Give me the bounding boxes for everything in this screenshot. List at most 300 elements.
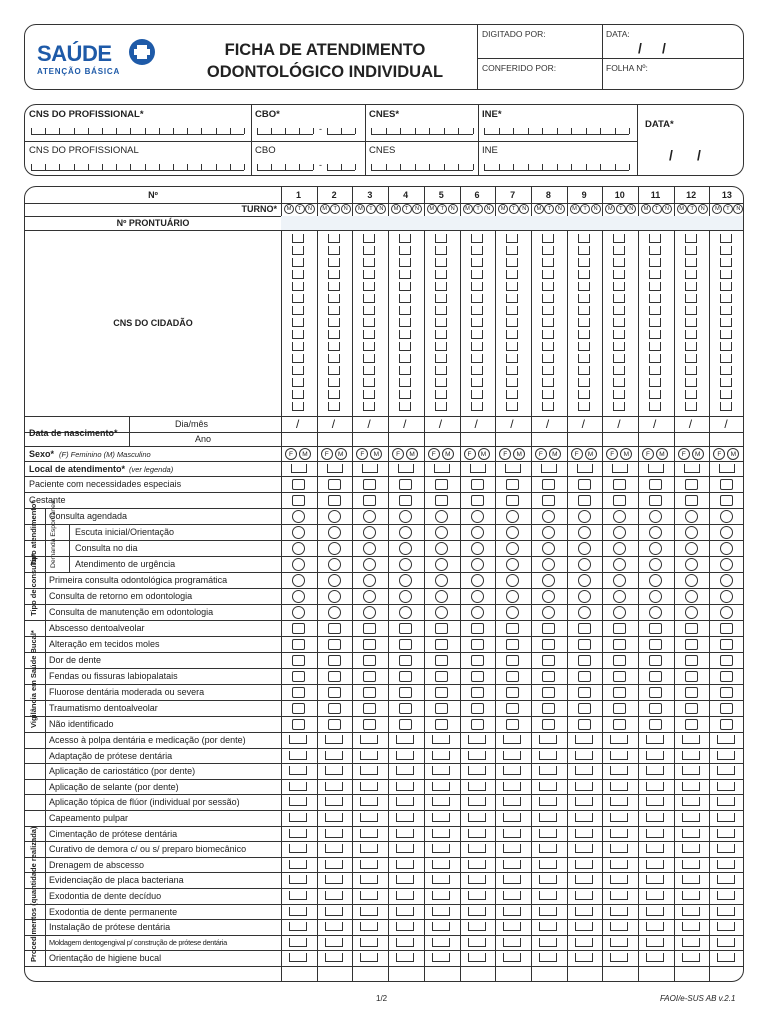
local-input[interactable] xyxy=(362,464,378,473)
demanda-radio[interactable] xyxy=(435,558,448,571)
cns-cidadao-digit[interactable] xyxy=(363,366,375,375)
procedimento-quantity[interactable] xyxy=(468,829,486,838)
cns-cidadao-digit[interactable] xyxy=(328,246,340,255)
procedimento-quantity[interactable] xyxy=(610,907,628,916)
procedimento-quantity[interactable] xyxy=(432,829,450,838)
demanda-radio[interactable] xyxy=(613,526,626,539)
sexo-option[interactable]: F xyxy=(285,448,297,460)
procedimento-quantity[interactable] xyxy=(360,907,378,916)
turno-option[interactable]: T xyxy=(366,204,376,214)
cns-cidadao-digit[interactable] xyxy=(292,306,304,315)
vigilancia-checkbox[interactable] xyxy=(613,703,626,714)
vigilancia-checkbox[interactable] xyxy=(542,655,555,666)
cns-cidadao-digit[interactable] xyxy=(578,354,590,363)
procedimento-quantity[interactable] xyxy=(646,844,664,853)
cns-cidadao-digit[interactable] xyxy=(578,246,590,255)
dia-mes-input[interactable]: / xyxy=(474,417,478,431)
procedimento-quantity[interactable] xyxy=(396,875,414,884)
turno-option[interactable]: N xyxy=(305,204,315,214)
vigilancia-checkbox[interactable] xyxy=(649,639,662,650)
demanda-radio[interactable] xyxy=(471,542,484,555)
cns-cidadao-digit[interactable] xyxy=(542,402,554,411)
vigilancia-checkbox[interactable] xyxy=(471,623,484,634)
cns-cidadao-digit[interactable] xyxy=(435,378,447,387)
procedimento-quantity[interactable] xyxy=(610,891,628,900)
cns-cidadao-digit[interactable] xyxy=(328,366,340,375)
demanda-radio[interactable] xyxy=(435,542,448,555)
procedimento-quantity[interactable] xyxy=(468,782,486,791)
cns-cidadao-digit[interactable] xyxy=(435,282,447,291)
procedimento-quantity[interactable] xyxy=(646,875,664,884)
cns-cidadao-digit[interactable] xyxy=(471,318,483,327)
procedimento-quantity[interactable] xyxy=(575,813,593,822)
demanda-radio[interactable] xyxy=(720,558,733,571)
turno-option[interactable]: T xyxy=(330,204,340,214)
procedimento-quantity[interactable] xyxy=(325,735,343,744)
vigilancia-checkbox[interactable] xyxy=(363,703,376,714)
procedimento-quantity[interactable] xyxy=(682,751,700,760)
procedimento-quantity[interactable] xyxy=(360,922,378,931)
turno-option[interactable]: M xyxy=(605,204,615,214)
cns-cidadao-digit[interactable] xyxy=(649,318,661,327)
cns-cidadao-digit[interactable] xyxy=(613,390,625,399)
vigilancia-checkbox[interactable] xyxy=(578,719,591,730)
cns-cidadao-digit[interactable] xyxy=(613,342,625,351)
cns-cidadao-digit[interactable] xyxy=(328,282,340,291)
sexo-option[interactable]: F xyxy=(392,448,404,460)
dia-mes-input[interactable]: / xyxy=(688,417,693,431)
consulta-agendada-radio[interactable] xyxy=(578,510,591,523)
procedimento-quantity[interactable] xyxy=(289,953,307,962)
turno-option[interactable]: M xyxy=(355,204,365,214)
procedimento-quantity[interactable] xyxy=(539,782,557,791)
procedimento-quantity[interactable] xyxy=(717,953,735,962)
demanda-radio[interactable] xyxy=(471,526,484,539)
cns-cidadao-digit[interactable] xyxy=(399,282,411,291)
cns-cidadao-digit[interactable] xyxy=(399,234,411,243)
cns-cidadao-digit[interactable] xyxy=(542,234,554,243)
turno-option[interactable]: M xyxy=(570,204,580,214)
demanda-radio[interactable] xyxy=(363,558,376,571)
vigilancia-checkbox[interactable] xyxy=(292,655,305,666)
procedimento-quantity[interactable] xyxy=(503,907,521,916)
turno-option[interactable]: T xyxy=(687,204,697,214)
vigilancia-checkbox[interactable] xyxy=(471,703,484,714)
procedimento-quantity[interactable] xyxy=(503,875,521,884)
cns-cidadao-digit[interactable] xyxy=(506,258,518,267)
special-checkbox[interactable] xyxy=(292,495,305,506)
tipo-consulta-radio[interactable] xyxy=(506,606,519,619)
cns-cidadao-digit[interactable] xyxy=(720,306,732,315)
ine-required-input[interactable] xyxy=(484,125,629,135)
local-input[interactable] xyxy=(505,464,521,473)
tipo-consulta-radio[interactable] xyxy=(292,574,305,587)
procedimento-quantity[interactable] xyxy=(646,735,664,744)
cns-cidadao-digit[interactable] xyxy=(471,234,483,243)
folha-field[interactable]: FOLHA Nº: xyxy=(606,63,648,73)
cns-cidadao-digit[interactable] xyxy=(578,390,590,399)
procedimento-quantity[interactable] xyxy=(325,922,343,931)
vigilancia-checkbox[interactable] xyxy=(685,671,698,682)
cnes-input[interactable] xyxy=(371,161,473,171)
vigilancia-checkbox[interactable] xyxy=(471,687,484,698)
vigilancia-checkbox[interactable] xyxy=(649,671,662,682)
cns-cidadao-digit[interactable] xyxy=(720,294,732,303)
cns-cidadao-digit[interactable] xyxy=(435,354,447,363)
procedimento-quantity[interactable] xyxy=(396,797,414,806)
cns-cidadao-digit[interactable] xyxy=(292,342,304,351)
cns-cidadao-digit[interactable] xyxy=(363,306,375,315)
vigilancia-checkbox[interactable] xyxy=(542,639,555,650)
cns-cidadao-digit[interactable] xyxy=(613,306,625,315)
vigilancia-checkbox[interactable] xyxy=(292,639,305,650)
cns-cidadao-digit[interactable] xyxy=(685,282,697,291)
cns-cidadao-digit[interactable] xyxy=(471,390,483,399)
demanda-radio[interactable] xyxy=(363,526,376,539)
demanda-radio[interactable] xyxy=(292,542,305,555)
cns-cidadao-digit[interactable] xyxy=(649,330,661,339)
cns-cidadao-digit[interactable] xyxy=(328,294,340,303)
turno-option[interactable]: T xyxy=(723,204,733,214)
procedimento-quantity[interactable] xyxy=(646,782,664,791)
cns-cidadao-digit[interactable] xyxy=(399,270,411,279)
procedimento-quantity[interactable] xyxy=(396,735,414,744)
cns-cidadao-digit[interactable] xyxy=(328,318,340,327)
procedimento-quantity[interactable] xyxy=(503,797,521,806)
procedimento-quantity[interactable] xyxy=(503,735,521,744)
procedimento-quantity[interactable] xyxy=(396,907,414,916)
vigilancia-checkbox[interactable] xyxy=(720,671,733,682)
vigilancia-checkbox[interactable] xyxy=(328,671,341,682)
tipo-consulta-radio[interactable] xyxy=(471,590,484,603)
tipo-consulta-radio[interactable] xyxy=(363,590,376,603)
demanda-radio[interactable] xyxy=(578,542,591,555)
vigilancia-checkbox[interactable] xyxy=(613,687,626,698)
demanda-radio[interactable] xyxy=(542,526,555,539)
vigilancia-checkbox[interactable] xyxy=(506,623,519,634)
consulta-agendada-radio[interactable] xyxy=(542,510,555,523)
turno-option[interactable]: M xyxy=(427,204,437,214)
vigilancia-checkbox[interactable] xyxy=(399,687,412,698)
data-field[interactable]: DATA: xyxy=(606,29,630,39)
cns-cidadao-digit[interactable] xyxy=(506,282,518,291)
cns-cidadao-digit[interactable] xyxy=(471,270,483,279)
vigilancia-checkbox[interactable] xyxy=(685,703,698,714)
vigilancia-checkbox[interactable] xyxy=(720,623,733,634)
turno-option[interactable]: T xyxy=(437,204,447,214)
sexo-option[interactable]: M xyxy=(656,448,668,460)
demanda-radio[interactable] xyxy=(685,526,698,539)
procedimento-quantity[interactable] xyxy=(610,829,628,838)
cns-cidadao-digit[interactable] xyxy=(292,354,304,363)
procedimento-quantity[interactable] xyxy=(503,922,521,931)
cns-cidadao-digit[interactable] xyxy=(542,378,554,387)
local-input[interactable] xyxy=(541,464,557,473)
cns-cidadao-digit[interactable] xyxy=(471,402,483,411)
sexo-option[interactable]: M xyxy=(299,448,311,460)
turno-option[interactable]: T xyxy=(402,204,412,214)
vigilancia-checkbox[interactable] xyxy=(613,719,626,730)
special-checkbox[interactable] xyxy=(649,479,662,490)
procedimento-quantity[interactable] xyxy=(539,735,557,744)
turno-option[interactable]: N xyxy=(376,204,386,214)
dia-mes-input[interactable]: / xyxy=(438,417,443,431)
cns-cidadao-digit[interactable] xyxy=(435,342,447,351)
vigilancia-checkbox[interactable] xyxy=(720,687,733,698)
demanda-radio[interactable] xyxy=(399,542,412,555)
cns-cidadao-digit[interactable] xyxy=(292,258,304,267)
turno-option[interactable]: N xyxy=(341,204,351,214)
special-checkbox[interactable] xyxy=(363,495,376,506)
procedimento-quantity[interactable] xyxy=(289,907,307,916)
tipo-consulta-radio[interactable] xyxy=(578,574,591,587)
procedimento-quantity[interactable] xyxy=(539,844,557,853)
tipo-consulta-radio[interactable] xyxy=(720,606,733,619)
cns-cidadao-digit[interactable] xyxy=(399,258,411,267)
special-checkbox[interactable] xyxy=(720,495,733,506)
tipo-consulta-radio[interactable] xyxy=(471,574,484,587)
special-checkbox[interactable] xyxy=(435,479,448,490)
cns-cidadao-digit[interactable] xyxy=(720,234,732,243)
local-input[interactable] xyxy=(470,464,486,473)
local-input[interactable] xyxy=(719,464,735,473)
cns-cidadao-digit[interactable] xyxy=(328,378,340,387)
procedimento-quantity[interactable] xyxy=(503,860,521,869)
cns-cidadao-digit[interactable] xyxy=(506,354,518,363)
cns-cidadao-digit[interactable] xyxy=(542,270,554,279)
tipo-consulta-radio[interactable] xyxy=(578,590,591,603)
procedimento-quantity[interactable] xyxy=(432,766,450,775)
procedimento-quantity[interactable] xyxy=(396,922,414,931)
vigilancia-checkbox[interactable] xyxy=(506,719,519,730)
procedimento-quantity[interactable] xyxy=(468,922,486,931)
vigilancia-checkbox[interactable] xyxy=(613,671,626,682)
tipo-consulta-radio[interactable] xyxy=(720,590,733,603)
procedimento-quantity[interactable] xyxy=(432,953,450,962)
cns-cidadao-digit[interactable] xyxy=(578,330,590,339)
cns-cidadao-digit[interactable] xyxy=(685,234,697,243)
cns-cidadao-digit[interactable] xyxy=(685,258,697,267)
turno-option[interactable]: N xyxy=(591,204,601,214)
procedimento-quantity[interactable] xyxy=(325,844,343,853)
turno-option[interactable]: N xyxy=(698,204,708,214)
procedimento-quantity[interactable] xyxy=(468,907,486,916)
digitado-por-field[interactable]: DIGITADO POR: xyxy=(482,29,546,39)
cns-cidadao-digit[interactable] xyxy=(471,258,483,267)
procedimento-quantity[interactable] xyxy=(289,891,307,900)
procedimento-quantity[interactable] xyxy=(396,813,414,822)
procedimento-quantity[interactable] xyxy=(432,875,450,884)
procedimento-quantity[interactable] xyxy=(575,751,593,760)
procedimento-quantity[interactable] xyxy=(503,953,521,962)
cns-cidadao-digit[interactable] xyxy=(649,378,661,387)
vigilancia-checkbox[interactable] xyxy=(435,655,448,666)
vigilancia-checkbox[interactable] xyxy=(542,703,555,714)
sexo-option[interactable]: F xyxy=(356,448,368,460)
vigilancia-checkbox[interactable] xyxy=(578,655,591,666)
tipo-consulta-radio[interactable] xyxy=(363,574,376,587)
cns-cidadao-digit[interactable] xyxy=(328,306,340,315)
cns-cidadao-digit[interactable] xyxy=(471,378,483,387)
cns-cidadao-digit[interactable] xyxy=(399,318,411,327)
tipo-consulta-radio[interactable] xyxy=(649,606,662,619)
demanda-radio[interactable] xyxy=(506,558,519,571)
procedimento-quantity[interactable] xyxy=(610,953,628,962)
vigilancia-checkbox[interactable] xyxy=(399,623,412,634)
procedimento-quantity[interactable] xyxy=(575,829,593,838)
procedimento-quantity[interactable] xyxy=(539,891,557,900)
procedimento-quantity[interactable] xyxy=(468,938,486,947)
procedimento-quantity[interactable] xyxy=(325,751,343,760)
turno-option[interactable]: T xyxy=(544,204,554,214)
sexo-option[interactable]: F xyxy=(571,448,583,460)
cns-cidadao-digit[interactable] xyxy=(720,282,732,291)
demanda-radio[interactable] xyxy=(399,526,412,539)
procedimento-quantity[interactable] xyxy=(360,735,378,744)
procedimento-quantity[interactable] xyxy=(646,953,664,962)
procedimento-quantity[interactable] xyxy=(289,735,307,744)
local-input[interactable] xyxy=(684,464,700,473)
cns-cidadao-digit[interactable] xyxy=(613,294,625,303)
vigilancia-checkbox[interactable] xyxy=(649,655,662,666)
procedimento-quantity[interactable] xyxy=(503,813,521,822)
procedimento-quantity[interactable] xyxy=(682,782,700,791)
dia-mes-input[interactable]: / xyxy=(331,417,336,431)
sexo-option[interactable]: F xyxy=(428,448,440,460)
turno-option[interactable]: T xyxy=(580,204,590,214)
procedimento-quantity[interactable] xyxy=(575,782,593,791)
procedimento-quantity[interactable] xyxy=(468,766,486,775)
vigilancia-checkbox[interactable] xyxy=(363,623,376,634)
cns-cidadao-digit[interactable] xyxy=(613,330,625,339)
procedimento-quantity[interactable] xyxy=(539,751,557,760)
vigilancia-checkbox[interactable] xyxy=(720,639,733,650)
tipo-consulta-radio[interactable] xyxy=(328,574,341,587)
cns-cidadao-digit[interactable] xyxy=(685,294,697,303)
procedimento-quantity[interactable] xyxy=(610,938,628,947)
cns-cidadao-digit[interactable] xyxy=(292,318,304,327)
ine-input[interactable] xyxy=(484,161,629,171)
turno-option[interactable]: M xyxy=(534,204,544,214)
vigilancia-checkbox[interactable] xyxy=(506,703,519,714)
procedimento-quantity[interactable] xyxy=(289,797,307,806)
cns-cidadao-digit[interactable] xyxy=(399,294,411,303)
vigilancia-checkbox[interactable] xyxy=(685,639,698,650)
special-checkbox[interactable] xyxy=(399,479,412,490)
turno-option[interactable]: M xyxy=(320,204,330,214)
vigilancia-checkbox[interactable] xyxy=(613,623,626,634)
demanda-radio[interactable] xyxy=(471,558,484,571)
procedimento-quantity[interactable] xyxy=(468,813,486,822)
dia-mes-input[interactable]: / xyxy=(367,417,371,431)
turno-option[interactable]: N xyxy=(519,204,529,214)
cns-cidadao-digit[interactable] xyxy=(328,390,340,399)
cns-cidadao-digit[interactable] xyxy=(720,330,732,339)
vigilancia-checkbox[interactable] xyxy=(542,687,555,698)
procedimento-quantity[interactable] xyxy=(325,953,343,962)
tipo-consulta-radio[interactable] xyxy=(542,574,555,587)
vigilancia-checkbox[interactable] xyxy=(471,655,484,666)
procedimento-quantity[interactable] xyxy=(682,907,700,916)
turno-option[interactable]: T xyxy=(509,204,519,214)
procedimento-quantity[interactable] xyxy=(360,891,378,900)
vigilancia-checkbox[interactable] xyxy=(399,655,412,666)
procedimento-quantity[interactable] xyxy=(610,922,628,931)
procedimento-quantity[interactable] xyxy=(396,953,414,962)
tipo-consulta-radio[interactable] xyxy=(399,574,412,587)
tipo-consulta-radio[interactable] xyxy=(399,606,412,619)
cns-cidadao-digit[interactable] xyxy=(720,378,732,387)
tipo-consulta-radio[interactable] xyxy=(292,590,305,603)
vigilancia-checkbox[interactable] xyxy=(292,671,305,682)
special-checkbox[interactable] xyxy=(471,495,484,506)
sexo-option[interactable]: M xyxy=(549,448,561,460)
tipo-consulta-radio[interactable] xyxy=(613,574,626,587)
vigilancia-checkbox[interactable] xyxy=(578,703,591,714)
tipo-consulta-radio[interactable] xyxy=(649,590,662,603)
procedimento-quantity[interactable] xyxy=(646,907,664,916)
procedimento-quantity[interactable] xyxy=(325,829,343,838)
procedimento-quantity[interactable] xyxy=(575,875,593,884)
cns-cidadao-digit[interactable] xyxy=(613,402,625,411)
consulta-agendada-radio[interactable] xyxy=(506,510,519,523)
procedimento-quantity[interactable] xyxy=(682,953,700,962)
cns-cidadao-digit[interactable] xyxy=(506,330,518,339)
special-checkbox[interactable] xyxy=(720,479,733,490)
cns-cidadao-digit[interactable] xyxy=(328,270,340,279)
cns-cidadao-digit[interactable] xyxy=(435,318,447,327)
cbo-required-input-a[interactable] xyxy=(257,125,313,135)
cns-cidadao-digit[interactable] xyxy=(328,354,340,363)
cns-cidadao-digit[interactable] xyxy=(649,294,661,303)
vigilancia-checkbox[interactable] xyxy=(649,687,662,698)
cns-cidadao-digit[interactable] xyxy=(363,402,375,411)
procedimento-quantity[interactable] xyxy=(717,938,735,947)
special-checkbox[interactable] xyxy=(506,495,519,506)
dia-mes-input[interactable]: / xyxy=(581,417,585,431)
cns-cidadao-digit[interactable] xyxy=(542,366,554,375)
procedimento-quantity[interactable] xyxy=(396,938,414,947)
cns-profissional-required-input[interactable] xyxy=(31,125,244,135)
procedimento-quantity[interactable] xyxy=(432,891,450,900)
cns-cidadao-digit[interactable] xyxy=(685,366,697,375)
dia-mes-input[interactable]: / xyxy=(724,417,728,431)
cns-cidadao-digit[interactable] xyxy=(363,294,375,303)
cns-cidadao-digit[interactable] xyxy=(399,354,411,363)
vigilancia-checkbox[interactable] xyxy=(578,639,591,650)
cns-cidadao-digit[interactable] xyxy=(471,294,483,303)
procedimento-quantity[interactable] xyxy=(396,860,414,869)
procedimento-quantity[interactable] xyxy=(289,938,307,947)
cns-cidadao-digit[interactable] xyxy=(506,402,518,411)
cns-cidadao-digit[interactable] xyxy=(542,294,554,303)
vigilancia-checkbox[interactable] xyxy=(506,655,519,666)
procedimento-quantity[interactable] xyxy=(539,907,557,916)
turno-option[interactable]: T xyxy=(295,204,305,214)
consulta-agendada-radio[interactable] xyxy=(328,510,341,523)
tipo-consulta-radio[interactable] xyxy=(685,590,698,603)
demanda-radio[interactable] xyxy=(613,558,626,571)
tipo-consulta-radio[interactable] xyxy=(613,590,626,603)
sexo-option[interactable]: M xyxy=(442,448,454,460)
turno-option[interactable]: T xyxy=(616,204,626,214)
cns-cidadao-digit[interactable] xyxy=(578,270,590,279)
cns-cidadao-digit[interactable] xyxy=(399,306,411,315)
cns-cidadao-digit[interactable] xyxy=(292,390,304,399)
vigilancia-checkbox[interactable] xyxy=(435,639,448,650)
procedimento-quantity[interactable] xyxy=(360,938,378,947)
cns-cidadao-digit[interactable] xyxy=(720,390,732,399)
